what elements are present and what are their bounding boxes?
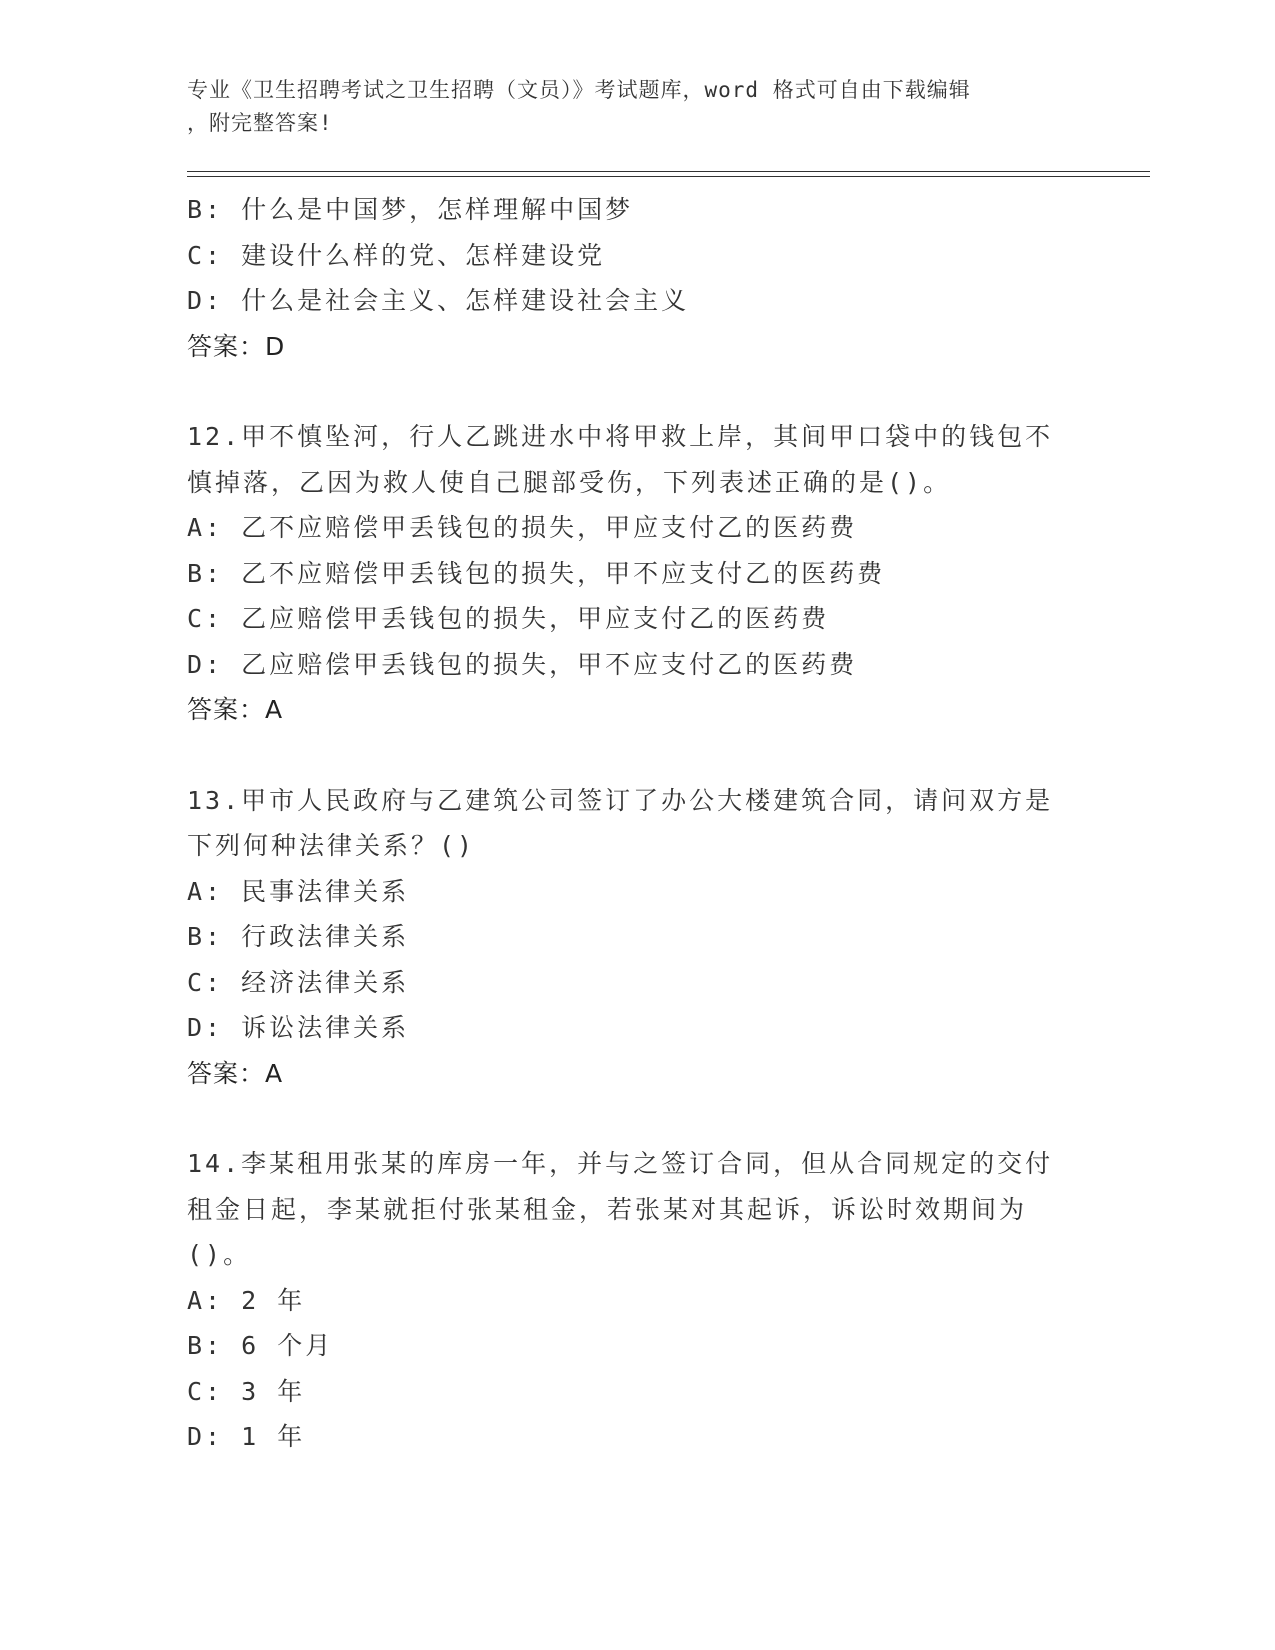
document-header bbox=[187, 74, 1067, 140]
option-c: C: 建设什么样的党、怎样建设党 bbox=[187, 240, 606, 270]
option-d: D: 诉讼法律关系 bbox=[187, 1013, 410, 1042]
option-d: D: 1 年 bbox=[187, 1422, 306, 1451]
option-b: B: 什么是中国梦，怎样理解中国梦 bbox=[187, 195, 634, 224]
answer-label: 答案：A bbox=[187, 695, 284, 724]
question-stem-line: 下列何种法律关系？() bbox=[187, 831, 476, 860]
option-a: A: 乙不应赔偿甲丢钱包的损失，甲应支付乙的医药费 bbox=[187, 513, 858, 542]
option-c: C: 3 年 bbox=[187, 1376, 306, 1406]
question-stem-line: 12.甲不慎坠河，行人乙跳进水中将甲救上岸，其间甲口袋中的钱包不 bbox=[187, 422, 1054, 451]
option-c: C: 乙应赔偿甲丢钱包的损失，甲应支付乙的医药费 bbox=[187, 604, 830, 633]
option-b: B: 乙不应赔偿甲丢钱包的损失，甲不应支付乙的医药费 bbox=[187, 558, 886, 588]
question-stem-line: 慎掉落，乙因为救人使自己腿部受伤，下列表述正确的是()。 bbox=[187, 467, 952, 497]
option-c: C: 经济法律关系 bbox=[187, 967, 410, 997]
spacer bbox=[187, 369, 1087, 414]
question-12 bbox=[187, 414, 1087, 733]
header-rule-top bbox=[187, 171, 1150, 172]
question-14 bbox=[187, 1141, 1087, 1460]
option-b: B: 行政法律关系 bbox=[187, 922, 410, 951]
question-stem-line: 14.李某租用张某的库房一年，并与之签订合同，但从合同规定的交付 bbox=[187, 1149, 1054, 1178]
option-a: A: 2 年 bbox=[187, 1285, 306, 1315]
question-stem-line: 13.甲市人民政府与乙建筑公司签订了办公大楼建筑合同，请问双方是 bbox=[187, 785, 1054, 815]
option-d: D: 乙应赔偿甲丢钱包的损失，甲不应支付乙的医药费 bbox=[187, 649, 858, 679]
spacer bbox=[187, 733, 1087, 778]
header-line-1: 专业《卫生招聘考试之卫生招聘（文员）》考试题库，word 格式可自由下载编辑 bbox=[187, 78, 971, 102]
answer-label: 答案：A bbox=[187, 1058, 284, 1088]
question-13 bbox=[187, 778, 1087, 1097]
question-stem-line: 租金日起，李某就拒付张某租金，若张某对其起诉，诉讼时效期间为 bbox=[187, 1194, 1028, 1224]
option-d: D: 什么是社会主义、怎样建设社会主义 bbox=[187, 286, 690, 315]
question-stem-line: ()。 bbox=[187, 1240, 252, 1269]
header-rule-bottom bbox=[187, 176, 1150, 177]
question-list bbox=[187, 187, 1087, 1460]
option-a: A: 民事法律关系 bbox=[187, 876, 410, 906]
spacer bbox=[187, 1096, 1087, 1141]
answer-label: 答案：D bbox=[187, 331, 286, 361]
header-line-2: ，附完整答案! bbox=[187, 111, 333, 135]
prev-question bbox=[187, 187, 1087, 369]
option-b: B: 6 个月 bbox=[187, 1331, 334, 1360]
